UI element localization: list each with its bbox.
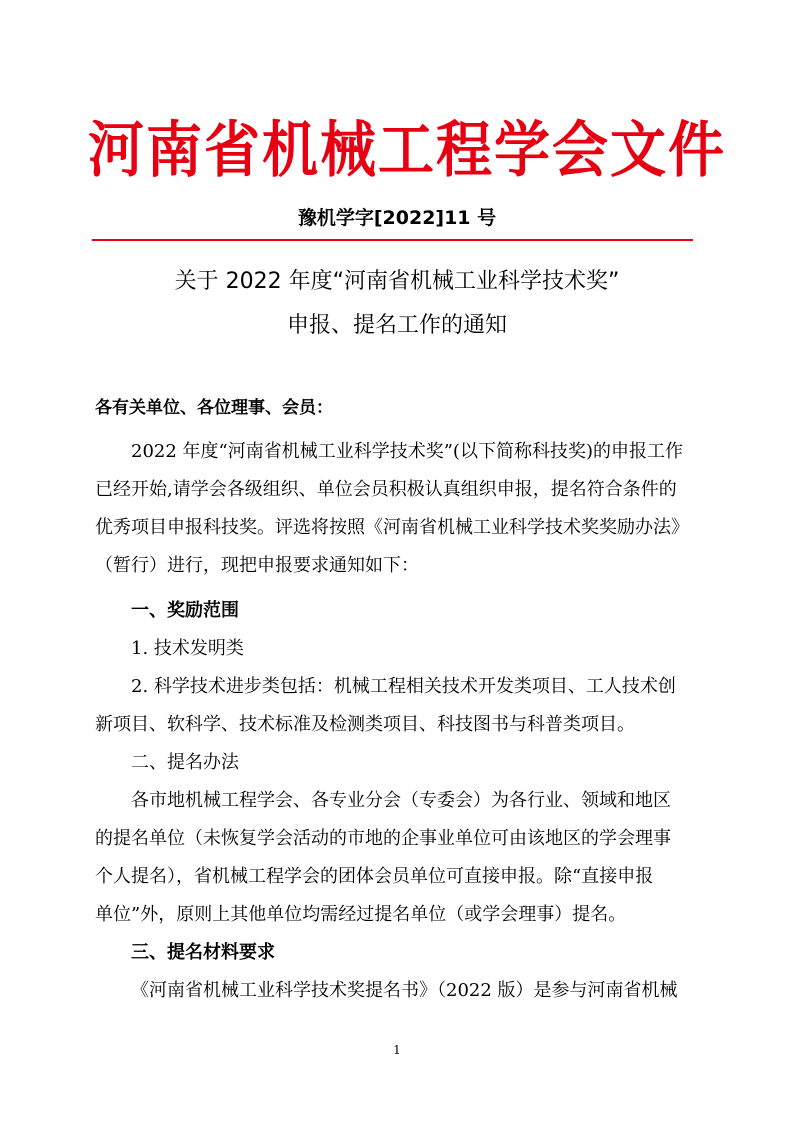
intro-paragraph xyxy=(95,433,705,585)
section-3-line-1: 《河南省机械工业科学技术奖提名书》（2022 版）是参与河南省机械 xyxy=(131,980,678,1001)
document-number: 豫机学字[2022]11 号 xyxy=(297,207,497,229)
section-1 xyxy=(95,592,705,744)
section-2-line-2: 的提名单位（未恢复学会活动的市地的企事业单位可由该地区的学会理事 xyxy=(95,828,671,849)
section-3-heading: 三、提名材料要求 xyxy=(131,942,275,963)
section-2-line-3: 个人提名），省机械工程学会的团体会员单位可直接申报。除“直接申报 xyxy=(95,866,654,887)
section-1-item-2-line-2: 新项目、软科学、技术标准及检测类项目、科技图书与科普类项目。 xyxy=(95,714,635,735)
section-3 xyxy=(95,934,705,1010)
intro-line-3: 优秀项目申报科技奖。评选将按照《河南省机械工业科学技术奖奖励办法》 xyxy=(95,517,689,538)
page-number: 1 xyxy=(393,1043,401,1057)
intro-line-4: （暂行）进行，现把申报要求通知如下： xyxy=(95,555,419,576)
section-1-item-1: 1. 技术发明类 xyxy=(131,638,244,659)
section-2-heading: 二、提名办法 xyxy=(131,752,239,773)
intro-line-2: 已经开始,请学会各级组织、单位会员积极认真组织申报，提名符合条件的 xyxy=(95,479,677,500)
intro-line-1: 2022 年度“河南省机械工业科学技术奖”(以下简称科技奖)的申报工作 xyxy=(131,441,683,462)
section-2-line-4: 单位”外，原则上其他单位均需经过提名单位（或学会理事）提名。 xyxy=(95,904,627,925)
notice-title-line-2: 申报、提名工作的通知 xyxy=(286,313,507,338)
section-1-item-2-line-1: 2. 科学技术进步类包括：机械工程相关技术开发类项目、工人技术创 xyxy=(131,676,676,697)
section-1-heading: 一、奖励范围 xyxy=(131,600,239,621)
red-divider-line xyxy=(92,239,693,241)
notice-title-line-1: 关于 2022 年度“河南省机械工业科学技术奖” xyxy=(174,269,620,294)
section-2-line-1: 各市地机械工程学会、各专业分会（专委会）为各行业、领域和地区 xyxy=(131,790,671,811)
section-2 xyxy=(95,744,705,934)
salutation: 各有关单位、各位理事、会员： xyxy=(95,398,333,418)
masthead-title: 河南省机械工程学会文件 xyxy=(88,115,726,186)
